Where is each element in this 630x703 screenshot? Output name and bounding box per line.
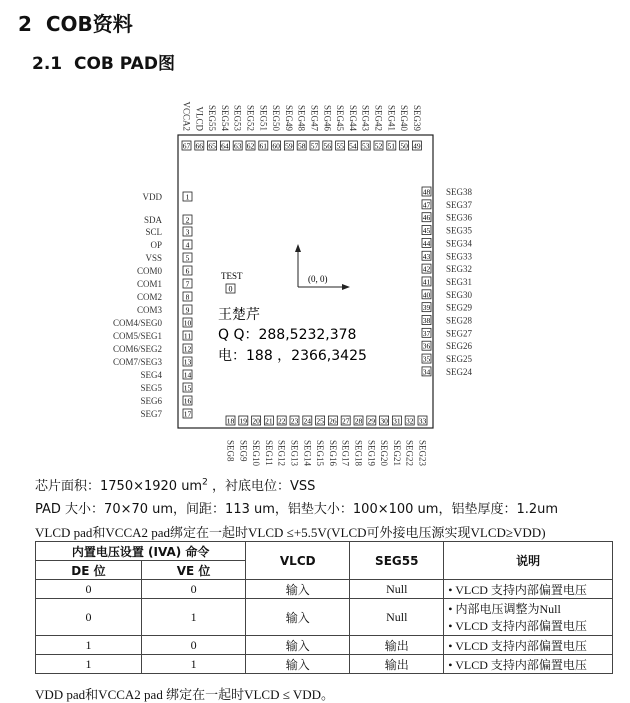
- subsection-number: 2.1: [32, 54, 63, 74]
- pin-label: SEG41: [386, 104, 397, 131]
- pad-number: 21: [265, 416, 273, 426]
- pin-label: VSS: [145, 253, 162, 263]
- cell-ve: 0: [141, 636, 245, 655]
- pad-number: 22: [277, 416, 286, 426]
- de-header: DE 位: [36, 561, 142, 580]
- pin-label: SEG49: [283, 104, 294, 131]
- cell-ve: 0: [141, 580, 245, 599]
- cell-vlcd: 输入: [246, 580, 350, 599]
- pad-number: 41: [422, 277, 431, 287]
- pad-number: 2: [185, 215, 190, 225]
- pin-label: OP: [150, 240, 162, 250]
- contact-phone: 电：188 ，2366,3425: [218, 348, 367, 364]
- pad-number: 45: [422, 226, 431, 236]
- pad-number: 26: [329, 416, 337, 426]
- pin-label: COM6/SEG2: [112, 344, 162, 354]
- pin-label: SEG32: [446, 264, 473, 275]
- pad-number: 50: [400, 141, 408, 151]
- desc-header: 说明: [444, 542, 613, 580]
- pad-number: 27: [341, 416, 350, 426]
- contact-name: 王楚芹: [218, 307, 260, 323]
- note-top: VLCD pad和VCCA2 pad绑定在一起时VLCD ≤+5.5V(VLCD可外接电压源实现VLCD≥VDD): [35, 525, 546, 540]
- pin-label: SEG54: [219, 104, 230, 131]
- pad-number: 32: [405, 416, 414, 426]
- pad-number: 43: [422, 251, 431, 261]
- pad-number: 18: [226, 416, 235, 426]
- desc-line: • VLCD 支持内部偏置电压: [448, 619, 587, 633]
- section-number: 2: [18, 12, 32, 36]
- pin-label: SEG51: [258, 104, 269, 131]
- pin-label: SEG45: [335, 104, 346, 131]
- table-header-row: [36, 542, 613, 561]
- pad-number: 28: [354, 416, 363, 426]
- pin-label: COM2: [136, 292, 162, 302]
- pin-label: SEG52: [245, 104, 256, 131]
- pin-label: SCL: [145, 227, 162, 237]
- cell-desc: • VLCD 支持内部偏置电压: [444, 636, 613, 655]
- ve-header: VE 位: [141, 561, 245, 580]
- pin-label: SDA: [143, 215, 162, 225]
- pad-number: 34: [422, 367, 431, 377]
- pad-number: 17: [183, 409, 192, 419]
- pad-number: 8: [185, 292, 190, 302]
- x-arrow-head: [342, 284, 350, 290]
- pad-number: 39: [422, 303, 431, 313]
- desc-line: • 内部电压调整为Null: [448, 602, 561, 616]
- pin-label: SEG24: [446, 366, 473, 377]
- pin-label: SEG55: [207, 104, 218, 131]
- pin-label: SEG34: [446, 238, 473, 249]
- pin-label: COM0: [136, 266, 162, 276]
- cell-de: 0: [36, 599, 142, 636]
- cell-ve: 1: [141, 599, 245, 636]
- cell-de: 1: [36, 636, 142, 655]
- pin-label: SEG20: [379, 440, 390, 467]
- pin-label: SEG33: [446, 251, 473, 262]
- cell-seg55: Null: [350, 599, 444, 636]
- pad-number: 10: [183, 318, 192, 328]
- pin-label: SEG39: [411, 104, 422, 131]
- pin-label: SEG6: [140, 396, 162, 406]
- pad-number: 29: [367, 416, 376, 426]
- pad-number: 16: [183, 396, 192, 406]
- chip-outline: [178, 135, 433, 428]
- pad-number: 23: [290, 416, 299, 426]
- chip-area-text: 芯片面积：1750×1920 um: [35, 479, 203, 494]
- pad-number: 31: [393, 416, 401, 426]
- cell-desc: • VLCD 支持内部偏置电压: [444, 580, 613, 599]
- pin-label: SEG18: [353, 440, 364, 467]
- pad-number: 35: [422, 354, 431, 364]
- pad-size-line: PAD 大小：70×70 um，间距：113 um，铝垫大小：100×100 um，铝垫厚度：1.2um: [35, 502, 559, 517]
- pin-label: SEG31: [446, 276, 473, 287]
- pad-number: 67: [182, 141, 191, 151]
- pin-label: SEG40: [399, 104, 410, 131]
- contact-qq: Q Q：288,5232,378: [218, 327, 357, 343]
- pad-number: 51: [387, 141, 396, 151]
- pad-number: 56: [323, 141, 332, 151]
- origin-label: (0, 0): [308, 274, 328, 284]
- pin-label: SEG17: [340, 440, 351, 467]
- cell-ve: 1: [141, 655, 245, 674]
- cell-vlcd: 输入: [246, 636, 350, 655]
- pin-label: VDD: [142, 192, 162, 202]
- pad-number: 47: [422, 200, 431, 210]
- pad-number: 62: [246, 141, 255, 151]
- iva-command-table: [35, 541, 613, 674]
- seg55-header: SEG55: [350, 542, 444, 580]
- pad-number: 19: [239, 416, 248, 426]
- pin-label: SEG19: [366, 440, 377, 467]
- pin-label: SEG53: [232, 104, 243, 131]
- pad-number: 52: [374, 141, 383, 151]
- pin-label: SEG12: [276, 440, 287, 467]
- pad-number: 11: [183, 331, 192, 341]
- pad-number: 53: [361, 141, 370, 151]
- pad-number: 55: [336, 141, 344, 151]
- pad-number: 14: [183, 370, 192, 380]
- pad-number: 49: [413, 141, 421, 151]
- pin-label: SEG25: [446, 354, 473, 365]
- pin-label: SEG21: [391, 440, 402, 467]
- pin-label: VCCA2: [181, 101, 192, 131]
- test-pad-label: TEST: [221, 271, 243, 281]
- pin-label: SEG16: [327, 440, 338, 467]
- pad-number: 60: [272, 141, 280, 151]
- pad-number: 7: [185, 279, 190, 289]
- pad-number: 54: [349, 141, 357, 151]
- pin-label: COM3: [136, 305, 162, 315]
- pin-label: SEG22: [404, 440, 415, 467]
- pin-label: SEG47: [309, 104, 320, 131]
- pin-label: SEG43: [360, 104, 371, 131]
- pad-number: 4: [185, 240, 190, 250]
- pin-label: COM4/SEG0: [112, 318, 162, 328]
- cell-desc: [444, 599, 613, 636]
- pin-label: SEG5: [140, 383, 162, 393]
- cell-de: 1: [36, 655, 142, 674]
- pin-label: SEG27: [446, 328, 473, 339]
- section-title: COB资料: [45, 12, 133, 36]
- pad-number: 12: [183, 344, 192, 354]
- pad-number: 25: [316, 416, 324, 426]
- table-row: [36, 636, 613, 655]
- pad-number: 37: [422, 328, 431, 338]
- chip-area-sup: 2: [202, 477, 208, 488]
- pad-number: 15: [183, 383, 192, 393]
- pin-label: SEG46: [322, 104, 333, 131]
- pad-number: 5: [185, 253, 190, 263]
- pin-label: SEG4: [140, 370, 162, 380]
- pad-number: 30: [380, 416, 388, 426]
- pad-number: 36: [422, 341, 431, 351]
- pad-number: 57: [310, 141, 319, 151]
- pad-number: 46: [422, 213, 431, 223]
- pad-number: 63: [233, 141, 242, 151]
- test-pad-number: 0: [228, 284, 233, 294]
- pin-label: SEG11: [263, 440, 274, 466]
- pin-label: SEG37: [446, 199, 473, 210]
- pad-number: 48: [422, 187, 431, 197]
- pin-label: SEG48: [296, 104, 307, 131]
- pin-label: COM7/SEG3: [112, 357, 162, 367]
- pin-label: COM1: [136, 279, 162, 289]
- pin-label: SEG10: [251, 440, 262, 467]
- vlcd-header: VLCD: [246, 542, 350, 580]
- pin-label: SEG15: [315, 440, 326, 467]
- pin-label: SEG30: [446, 289, 473, 300]
- table-row: [36, 655, 613, 674]
- pad-number: 42: [422, 264, 431, 274]
- pin-label: SEG28: [446, 315, 473, 326]
- pin-label: SEG35: [446, 225, 473, 236]
- pin-label: SEG50: [271, 104, 282, 131]
- pin-label: SEG29: [446, 302, 473, 313]
- pad-number: 9: [185, 305, 190, 315]
- table-row: [36, 580, 613, 599]
- iva-group-header: 内置电压设置 (IVA) 命令: [36, 542, 246, 561]
- pin-label: SEG44: [347, 104, 358, 131]
- pin-label: SEG13: [289, 440, 300, 467]
- cell-vlcd: 输入: [246, 599, 350, 636]
- substrate-text: ，衬底电位：VSS: [207, 479, 316, 494]
- y-arrow-head: [295, 244, 301, 252]
- cell-de: 0: [36, 580, 142, 599]
- pad-number: 38: [422, 316, 431, 325]
- pad-number: 20: [252, 416, 260, 426]
- pin-label: SEG8: [225, 440, 236, 462]
- pad-number: 3: [185, 227, 190, 237]
- cell-desc: • VLCD 支持内部偏置电压: [444, 655, 613, 674]
- pad-number: 13: [183, 357, 192, 367]
- pad-number: 58: [297, 141, 306, 151]
- pad-number: 61: [259, 141, 268, 151]
- cell-seg55: 输出: [350, 655, 444, 674]
- pad-number: 1: [185, 192, 190, 202]
- pin-label: SEG14: [302, 440, 313, 467]
- pad-number: 59: [285, 141, 293, 151]
- pad-number: 33: [418, 416, 427, 426]
- pin-label: SEG38: [446, 187, 473, 197]
- subsection-title: COB PAD图: [73, 54, 175, 74]
- pad-number: 24: [303, 416, 312, 426]
- cell-seg55: Null: [350, 580, 444, 599]
- pin-label: SEG7: [140, 409, 162, 419]
- pin-label: COM5/SEG1: [112, 331, 162, 341]
- pad-number: 44: [422, 238, 431, 248]
- pin-label: SEG23: [417, 440, 428, 467]
- chip-area-line: [35, 475, 315, 494]
- pad-number: 40: [422, 290, 431, 300]
- pad-number: 64: [221, 141, 229, 151]
- note-bottom: VDD pad和VCCA2 pad 绑定在一起时VLCD ≤ VDD。: [35, 687, 335, 702]
- pin-label: SEG42: [373, 104, 384, 131]
- pin-label: SEG36: [446, 212, 473, 223]
- pin-label: VLCD: [194, 106, 205, 131]
- pad-number: 65: [208, 141, 216, 151]
- cell-vlcd: 输入: [246, 655, 350, 674]
- pin-label: SEG26: [446, 341, 473, 352]
- cell-seg55: 输出: [350, 636, 444, 655]
- pad-number: 66: [195, 141, 204, 151]
- pad-number: 6: [185, 266, 190, 276]
- pin-label: SEG9: [238, 440, 249, 462]
- table-row: [36, 599, 613, 636]
